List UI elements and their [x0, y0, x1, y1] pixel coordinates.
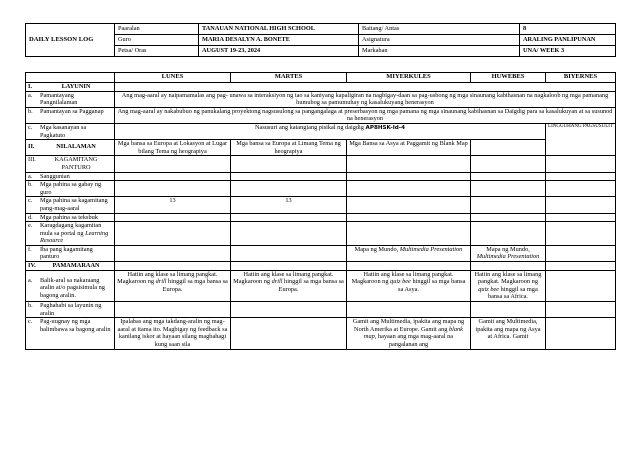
- day-header-miyerkules: MIYERKULES: [347, 73, 471, 83]
- balik-aral-martes: Hatiin ang klase sa limang pangkat. Magkaroon ng drill hinggil sa mga bansa sa Europa.: [231, 270, 347, 301]
- competency-code: AP8HSK-Id-4: [365, 124, 406, 131]
- kagamitan-miyerkules: Mapa ng Mundo, Multimedia Presentation: [347, 245, 471, 261]
- day-header-lunes: LUNES: [115, 73, 231, 83]
- paaralan-value: TANAUAN NATIONAL HIGH SCHOOL: [199, 24, 359, 35]
- corner-cell: [26, 73, 115, 83]
- gabay-ng-guro-label: b. Mga pahina sa gabay ng guro: [26, 181, 115, 197]
- day-header-martes: MARTES: [231, 73, 347, 83]
- pag-uugnay-lunes: Ipalabas ang mga takdang-aralin ng mag-aaral at itama ito. Magbigay ng feedback sa kanilang iskor at hayaan silang magbahagi kung saan sila: [115, 318, 231, 349]
- asignatura-label: Asignatura: [359, 35, 520, 46]
- lesson-log-header: [25, 23, 616, 57]
- baitang-label: Baitang/ Antas: [359, 24, 520, 35]
- day-header-biyernes: BIYERNES: [546, 73, 616, 83]
- guro-value: MARIA DESALYN A. BONETE: [199, 35, 359, 46]
- kasanayan-label: c. Mga kasanayan sa Pagkatuto: [26, 123, 115, 139]
- pamantayang-pangnilalaman-text: Ang mag-aaral ay naipamamalas ang pag- unawa sa interaksiyon ng tao sa kaniyang kapaligiran na nagbigay-daan sa pag-usbong ng mga sinaunang kabihasnan na nagkaloob ng mga pamanang humubog sa pamumuhay ng kasalukuyang henerasyon: [115, 91, 616, 107]
- markahan-label: Markahan: [359, 46, 520, 57]
- nilalaman-huwebes: [471, 140, 546, 156]
- sanggunian-label: a. Sanggunian: [26, 172, 115, 181]
- pamamaraan-heading: IV. PAMAMARAAN: [26, 262, 115, 271]
- pamantayan-sa-pagganap-label: b. Pamantayan sa Pagganap: [26, 107, 115, 123]
- kagamitan-huwebes: Mapa ng Mundo, Multimedia Presentation: [471, 245, 546, 261]
- pamantayan-sa-pagganap-text: Ang mag-aaral ay nakabubuo ng panukalang proyektong nagsusulong sa pangangalaga at preserbasyon ng mga pamana ng mga sinaunang kabihasnan sa Daigdig para sa kasalukuyan at sa susunod na henerasyon: [115, 107, 616, 123]
- pag-uugnay-label: c. Pag-uugnay ng mga halimbawa sa bagong aralin: [26, 318, 115, 349]
- iba-pang-kagamitan-label: f. Iba pang kagamitang panturo: [26, 245, 115, 261]
- petsa-value: AUGUST 19-23, 2024: [199, 46, 359, 57]
- layunin-heading: I. LAYUNIN: [26, 83, 115, 92]
- nilalaman-heading: II. NILALAMAN: [26, 140, 115, 156]
- balik-aral-miyerkules: Hatiin ang klase sa limang pangkat. Magkaroon ng quiz bee hinggil sa mga bansa sa Asya.: [347, 270, 471, 301]
- baitang-value: 8: [520, 24, 616, 35]
- lesson-log-title: DAILY LESSON LOG: [26, 24, 115, 57]
- paghahabi-label: b. Paghahabi sa layunin ng aralin: [26, 302, 115, 318]
- guro-label: Guro: [115, 35, 199, 46]
- nilalaman-miyerkules: Mga Bansa sa Asya at Paggamit ng Blank Map: [347, 140, 471, 156]
- layunin-blank: [115, 83, 616, 92]
- lingguhang-pagsusulit: LINGGUHANG PAGSUSULIT: [546, 123, 616, 155]
- kagamitan-heading: III. KAGAMITANG PANTURO: [26, 156, 115, 172]
- paaralan-label: Paaralan: [115, 24, 199, 35]
- day-header-huwebes: HUWEBES: [471, 73, 546, 83]
- pag-uugnay-miyerkules: Gamit ang Multimedia, ipakita ang mapa ng North Amerika at Europe. Gamit ang blank map, hayaan ang mga mag-aaral na pangalanan ang: [347, 318, 471, 349]
- kasanayan-text: Nasusuri ang katangiang pisikal ng daigdig AP8HSK-Id-4: [115, 123, 546, 139]
- markahan-value: UNA/ WEEK 3: [520, 46, 616, 57]
- balik-aral-huwebes: Hatiin ang klase sa limang pangkat. Magkaroon ng quiz bee hinggil sa mga bansa sa Africa.: [471, 270, 546, 301]
- asignatura-value: ARALING PANLIPUNAN: [520, 35, 616, 46]
- balik-aral-label: a. Balik-aral sa nakaraang aralin at/o pagsisimula ng bagong aralin.: [26, 270, 115, 301]
- pag-uugnay-huwebes: Gamit ang Multimedia, ipakita ang mapa ng Asya at Africa. Gamit: [471, 318, 546, 349]
- karagdagang-kagamitan-label: e. Karagdagang kagamitan mula sa portal ng Learning Resource: [26, 222, 115, 246]
- pahina-martes: 13: [231, 197, 347, 213]
- kagamitang-pang-mag-aaral-label: c. Mga pahina sa kagamitang pang-mag-aaral: [26, 197, 115, 213]
- lesson-log-table: [25, 72, 616, 350]
- petsa-label: Petsa/ Oras: [115, 46, 199, 57]
- pamantayang-pangnilalaman-label: a. Pamantayang Pangnilalaman: [26, 91, 115, 107]
- nilalaman-lunes: Mga bansa sa Europa at Lokasyon at Lugar bilang Tema ng heograpiya: [115, 140, 231, 156]
- pahina-lunes: 13: [115, 197, 231, 213]
- nilalaman-martes: Mga bansa sa Europa at Limang Tema ng heograpiya: [231, 140, 347, 156]
- teksbuk-label: d. Mga pahina sa teksbuk: [26, 213, 115, 222]
- balik-aral-lunes: Hatiin ang klase sa limang pangkat. Magkaroon ng drill hinggil sa mga bansa sa Europa.: [115, 270, 231, 301]
